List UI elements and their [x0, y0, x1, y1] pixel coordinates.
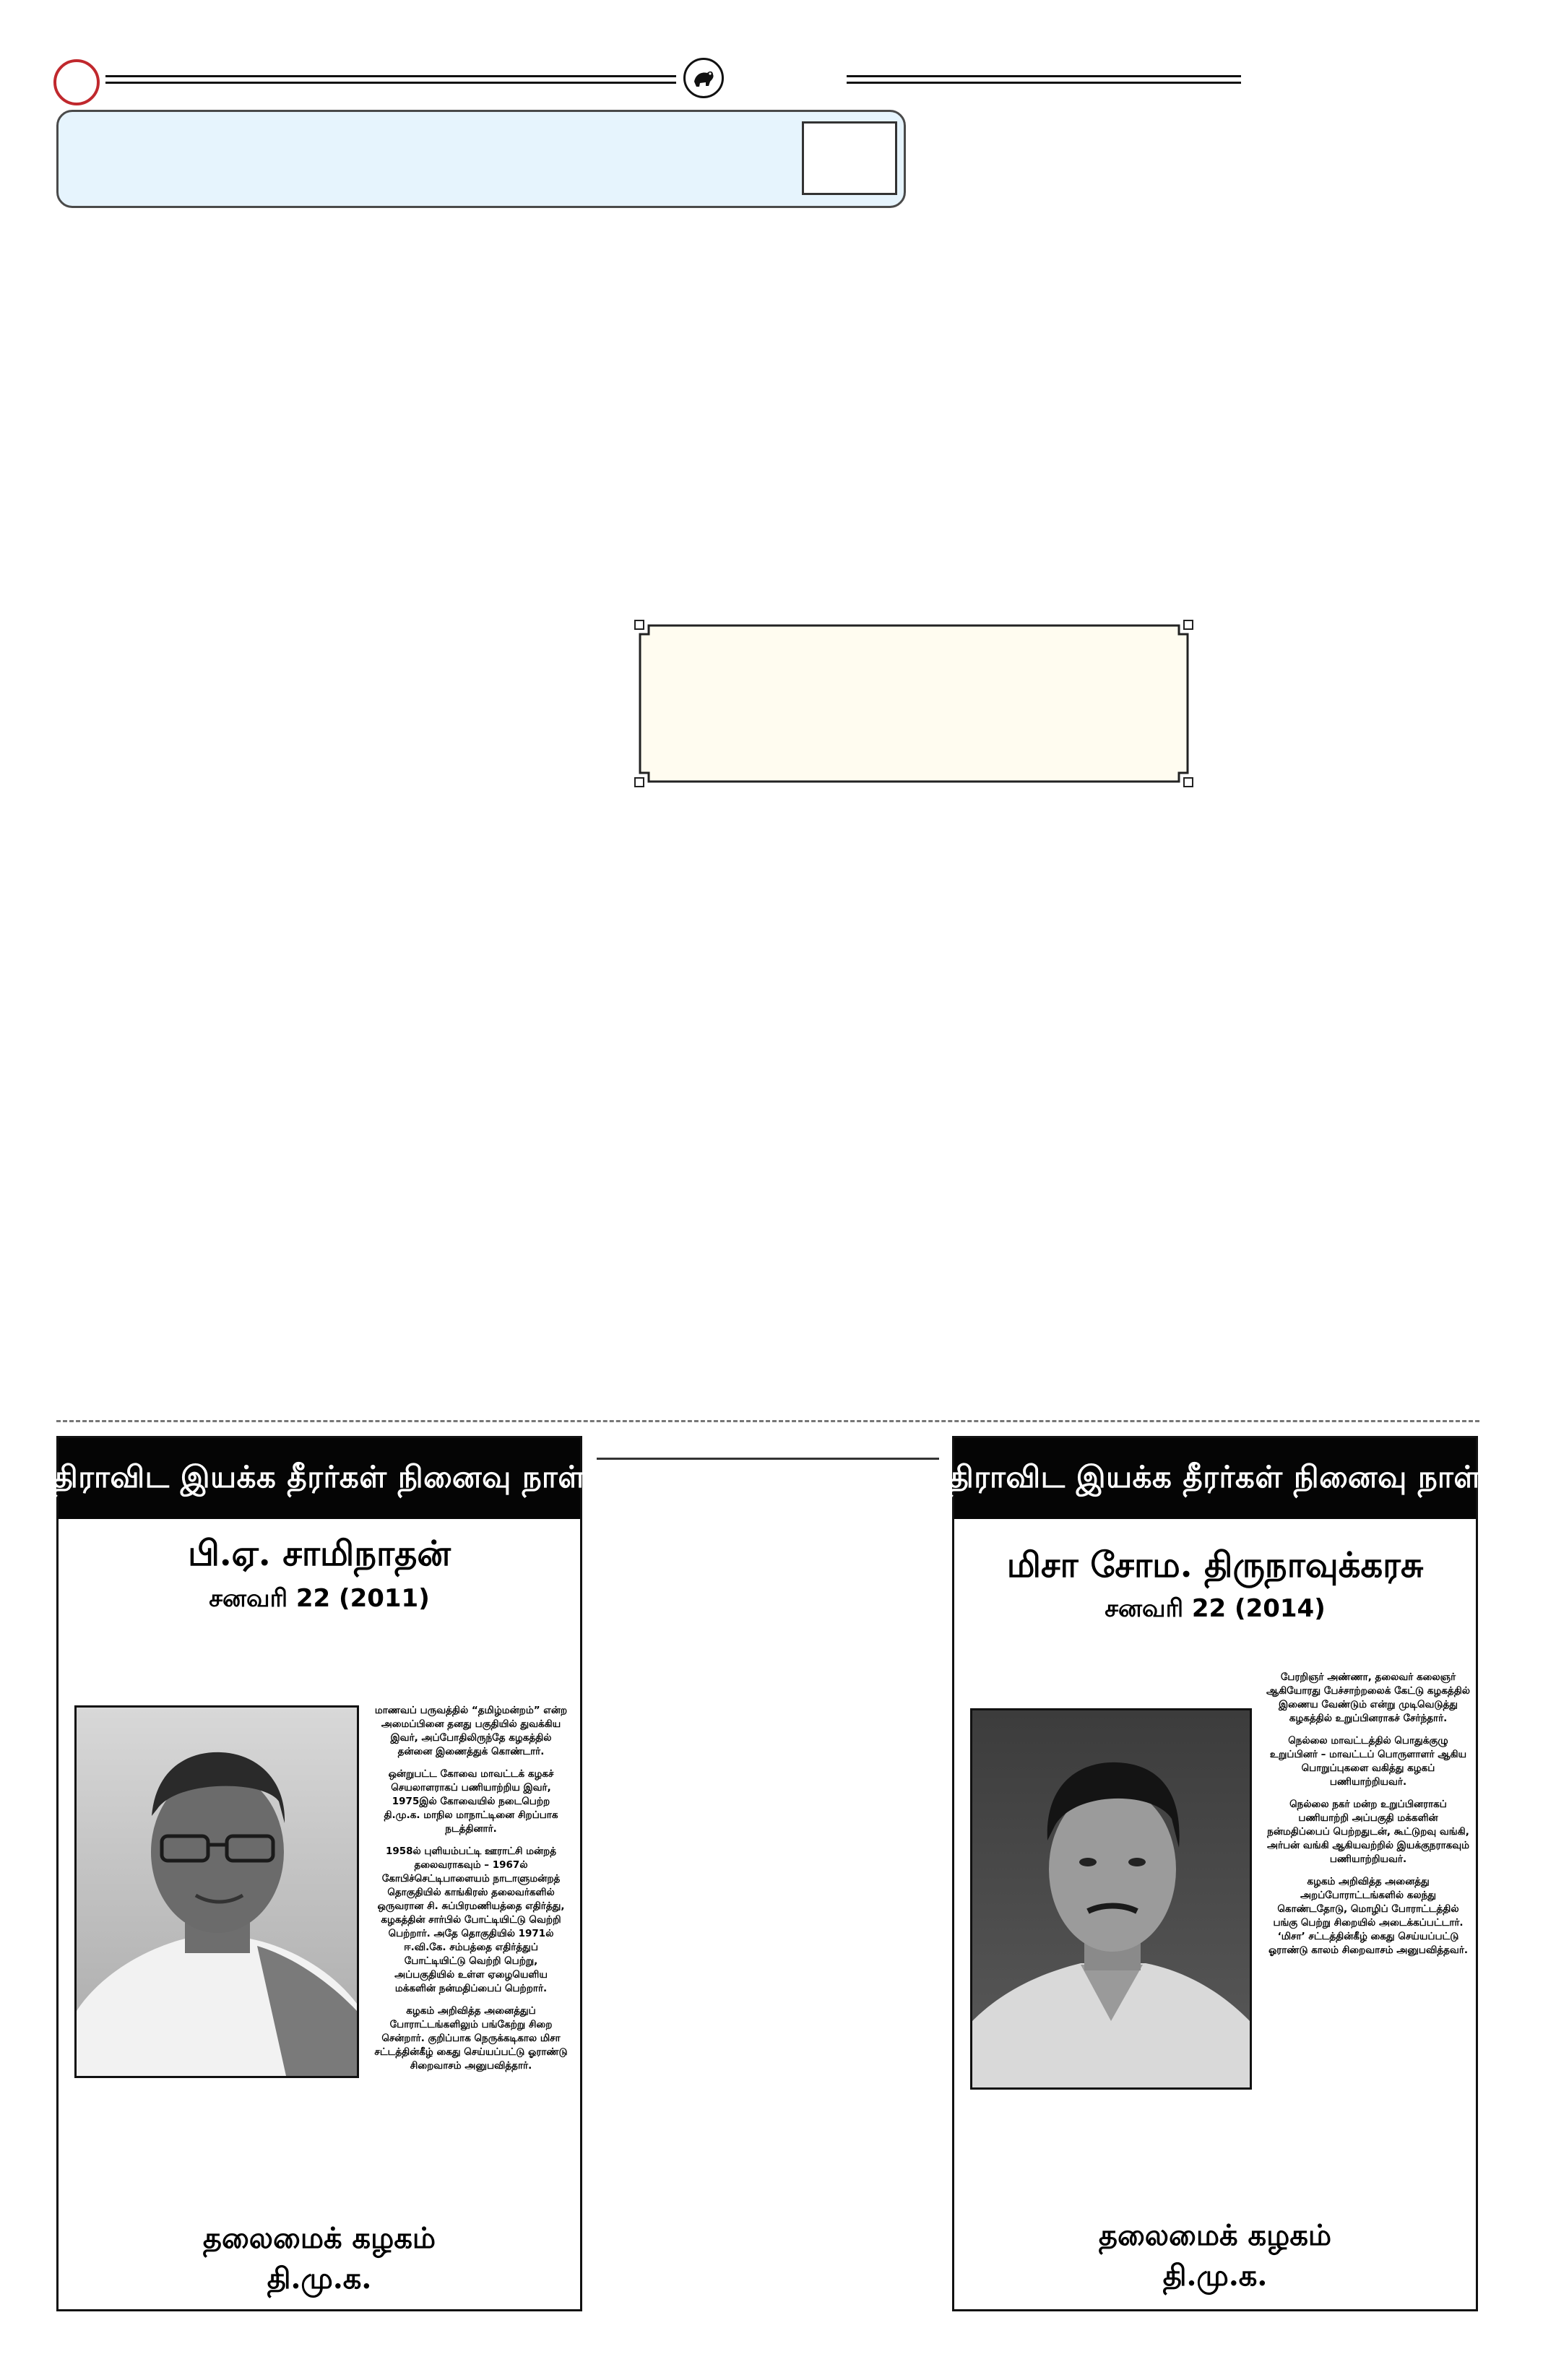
memorial-card: [53, 1436, 586, 2311]
card-heading: திராவிட இயக்க தீரர்கள் நினைவு நாள்: [954, 1438, 1476, 1519]
memorial-card: [948, 1436, 1482, 2311]
header-rule-right: [847, 75, 1241, 84]
footer-party: தி.மு.க.: [1162, 2259, 1268, 2293]
bio-paragraph: கழகம் அறிவித்த அனைத்து அறப்போராட்டங்களில் கலந்து கொண்டதோடு, மொழிப் போராட்டத்தில் பங்கு பெற்று சிறையில் அடைக்கப்பட்டார். ‘மிசா’ சட்டத்தின்கீழ் கைது செய்யப்பட்டு ஓராண்டு காலம் சிறைவாசம் அனுபவித்தவர்.: [1268, 1876, 1469, 1956]
bio-paragraph: ஒன்றுபட்ட கோவை மாவட்டக் கழகச் செயலாளராகப் பணியாற்றிய இவர், 1975இல் கோவையில் நடைபெற்ற தி.மு.க. மாநில மாநாட்டினை சிறப்பாக நடத்தினார்.: [384, 1768, 558, 1835]
footer-organization: தலைமைக் கழகம்: [202, 2221, 436, 2255]
ornate-frame: [633, 618, 1195, 789]
section-divider: [56, 1420, 1479, 1422]
column-rule: [597, 1458, 939, 1460]
biography-text: [1266, 1671, 1470, 1966]
bio-paragraph: பேரறிஞர் அண்ணா, தலைவர் கலைஞர் ஆகியோரது பேச்சாற்றலைக் கேட்டு கழகத்தில் இணைய வேண்டும் என்று முடிவெடுத்து கழகத்தில் உறுப்பினராகச் சேர்ந்தார்.: [1266, 1671, 1470, 1724]
person-photo: [74, 1705, 359, 2078]
person-name: பி.ஏ. சாமிநாதன்: [188, 1533, 451, 1574]
footer-party: தி.மு.க.: [267, 2262, 372, 2295]
section-marker-circle: [53, 59, 100, 105]
person-name: மிசா சோம. திருநாவுக்கரசு: [1006, 1545, 1424, 1585]
bio-paragraph: நெல்லை நகர் மன்ற உறுப்பினராகப் பணியாற்றி அப்பகுதி மக்களின் நன்மதிப்பைப் பெற்றதுடன், கூட்டுறவு வங்கி, அர்பன் வங்கி ஆகியவற்றில் இயக்குநராகவும் பணியாற்றியவர்.: [1266, 1799, 1470, 1865]
memorial-date: சனவரி 22 (2014): [1105, 1594, 1326, 1623]
banner-inset-box: [802, 121, 897, 195]
headline-banner: [56, 110, 906, 208]
bio-paragraph: நெல்லை மாவட்டத்தில் பொதுக்குழு உறுப்பினர் – மாவட்டப் பொருளாளர் ஆகிய பொறுப்புகளை வகித்து கழகப் பணியாற்றியவர்.: [1269, 1735, 1467, 1788]
memorial-date: சனவரி 22 (2011): [209, 1584, 430, 1613]
biography-text: [373, 1704, 569, 2082]
dmk-emblem-icon: [683, 58, 724, 98]
footer-organization: தலைமைக் கழகம்: [1098, 2218, 1332, 2252]
header-rule-left: [105, 75, 676, 84]
bio-paragraph: மாணவப் பருவத்தில் “தமிழ்மன்றம்” என்ற அமைப்பினை தனது பகுதியில் துவக்கிய இவர், அப்போதிலிருந்தே கழகத்தில் தன்னை இணைத்துக் கொண்டார்.: [374, 1705, 568, 1757]
bio-paragraph: 1958ல் புளியம்பட்டி ஊராட்சி மன்றத் தலைவராகவும் – 1967ல் கோபிச்செட்டிபாளையம் நாடாளுமன்றத் தொகுதியில் காங்கிரஸ் தலைவர்களில் ஒருவரான சி. சுப்பிரமணியத்தை எதிர்த்து, கழகத்தின் சார்பில் போட்டியிட்டு வெற்றி பெற்றார். அதே தொகுதியில் 1971ல் ஈ.வி.கே. சம்பத்தை எதிர்த்துப் போட்டியிட்டு வெற்றி பெற்று, அப்பகுதியில் உள்ள ஏழையெளிய மக்களின் நன்மதிப்பைப் பெற்றார்.: [377, 1845, 565, 1994]
card-heading: திராவிட இயக்க தீரர்கள் நினைவு நாள்: [59, 1438, 580, 1519]
person-photo: [970, 1708, 1252, 2090]
bio-paragraph: கழகம் அறிவித்த அனைத்துப் போராட்டங்களிலும் பங்கேற்று சிறை சென்றார். குறிப்பாக நெருக்கடிகால மிசா சட்டத்தின்கீழ் கைது செய்யப்பட்டு ஓராண்டு சிறைவாசம் அனுபவித்தார்.: [374, 2005, 568, 2072]
